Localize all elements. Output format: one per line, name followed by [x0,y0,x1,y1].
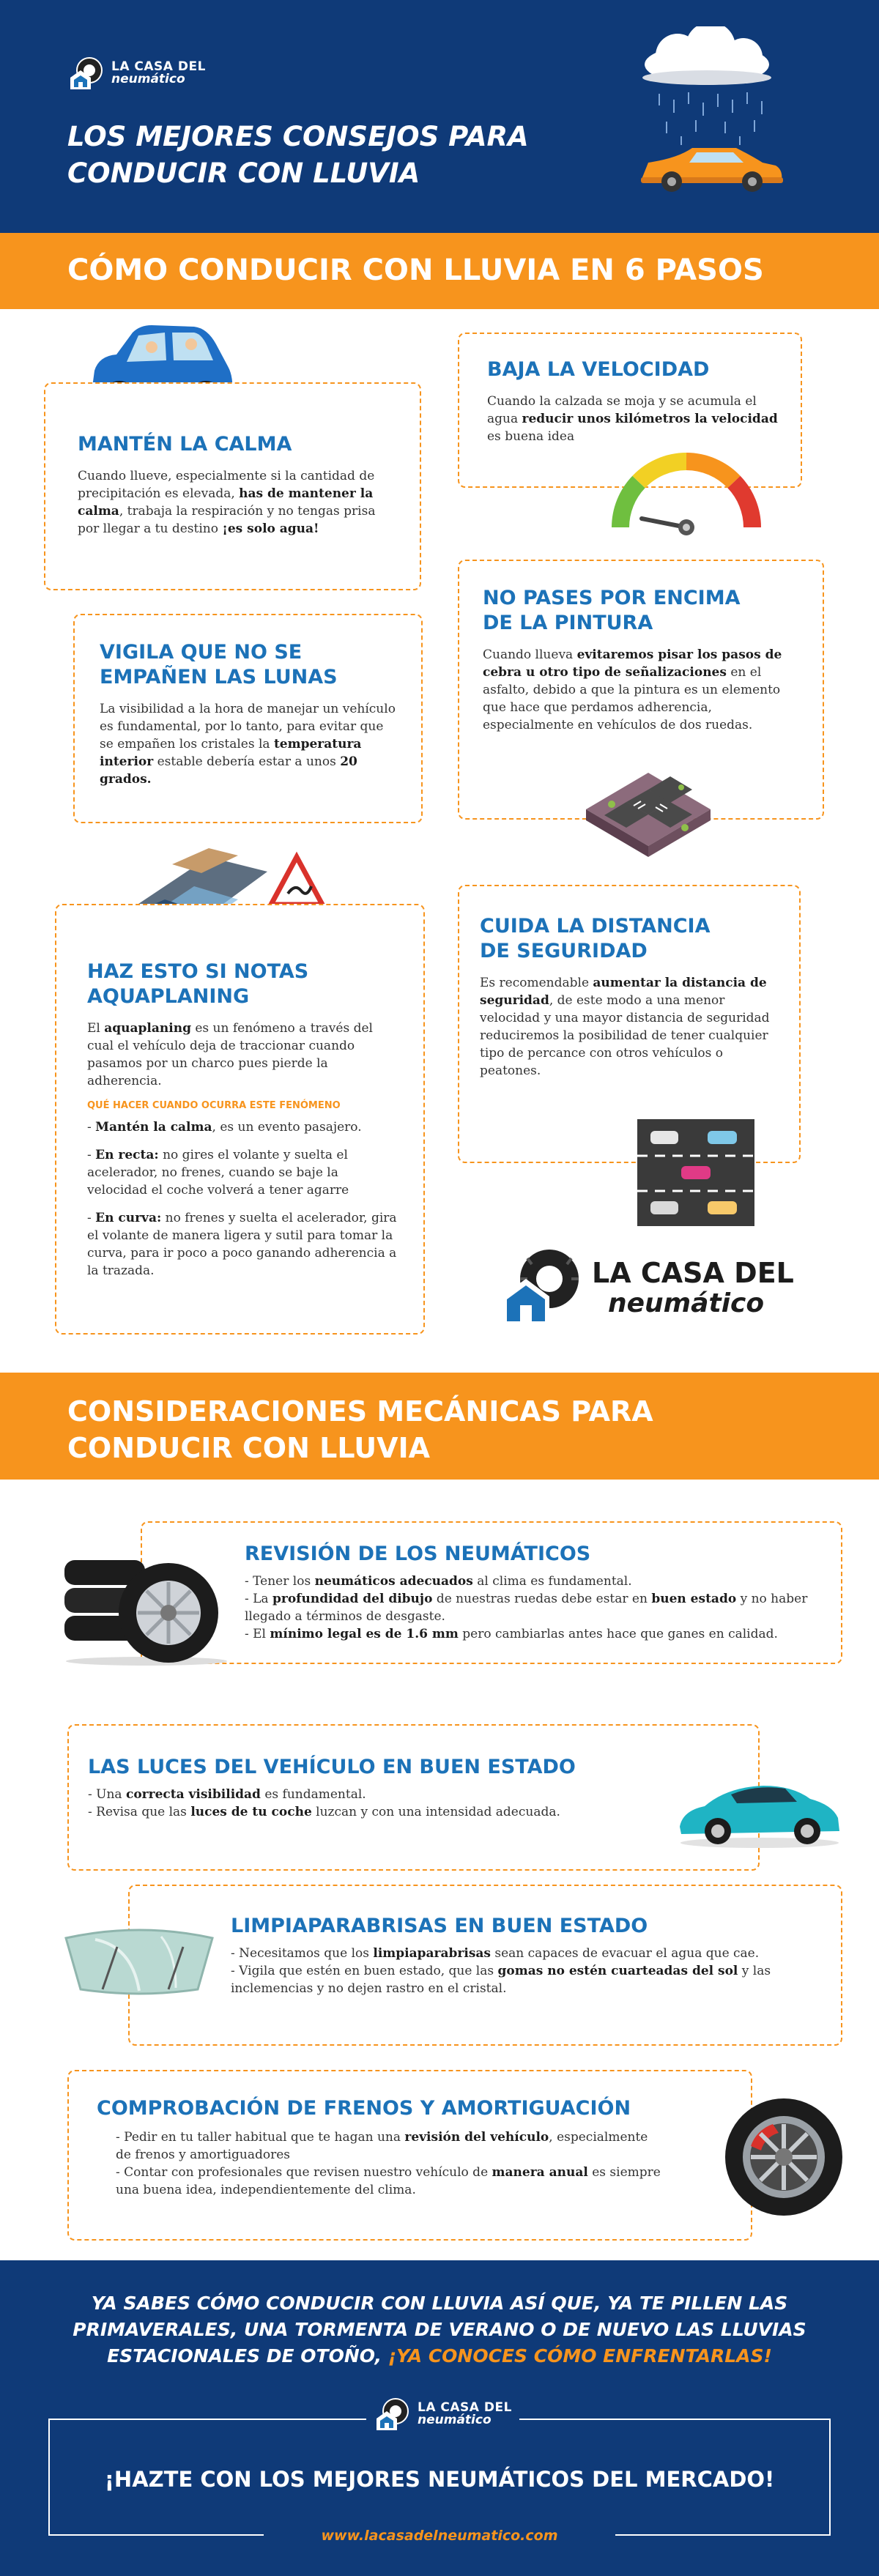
logo-name-line1: LA CASA DEL [592,1257,794,1289]
card-limpiaparabrisas [128,1885,842,2046]
list-item: - En recta: no gires el volante y suelta el acelerador, no frenes, cuando se baje la velocidad el coche volverá a tener agarre [87,1148,349,1198]
logo-tire-house-icon [374,2397,412,2432]
cloud-icon [642,26,771,85]
card-luces [67,1724,760,1871]
logo-name-line1: LA CASA DEL [418,2400,512,2415]
card-text: Es recomendable aumentar la distancia de seguridad, de este modo a una menor velocidad y una mayor distancia de seguridad reduciremos la posibilidad de tener cualquier tipo de percance con otros vehículos o peatones. [480,976,770,1078]
card-neumaticos [141,1521,842,1664]
card-title: REVISIÓN DE LOS NEUMÁTICOS [245,1543,591,1565]
card-title: LAS LUCES DEL VEHÍCULO EN BUEN ESTADO [88,1756,576,1778]
card-text: La visibilidad a la hora de manejar un vehículo es fundamental, por lo tanto, para evitar que se empañen los cristales la temperatura interior estable debería estar a unos 20 grados. [100,702,396,787]
logo-name-line2: neumático [418,2413,492,2427]
card-line: - Contar con profesionales que revisen nuestro vehículo de manera anual es siempre una buena idea, independientemente del clima. [116,2165,661,2197]
card-line: - El mínimo legal es de 1.6 mm pero cambiarlas antes hace que ganes en calidad. [245,1627,778,1641]
card-title: COMPROBACIÓN DE FRENOS Y AMORTIGUACIÓN [97,2097,631,2120]
card-title: HAZ ESTO SI NOTAS AQUAPLANING [87,960,309,1008]
section-header-mechanics [0,1373,879,1480]
list-item: - Mantén la calma, es un evento pasajero. [87,1120,362,1135]
rain-icon [659,92,762,145]
brand-logo[interactable] [67,56,206,91]
speedometer-icon [609,447,763,538]
sports-car-icon [675,1770,844,1850]
card-frenos [67,2070,752,2241]
card-title: MANTÉN LA CALMA [78,433,292,456]
brake-wheel-icon [722,2095,846,2219]
footer-cta: ¡HAZTE CON LOS MEJORES NEUMÁTICOS DEL MERCADO! [104,2467,775,2492]
brand-logo-large[interactable] [498,1244,813,1328]
card-text: Cuando llueve, especialmente si la cantidad de precipitación es elevada, has de mantener la calma, trabaja la respiración y no tengas prisa por llegar a tu destino ¡es solo agua! [78,469,376,536]
card-title: NO PASES POR ENCIMA DE LA PINTURA [483,587,741,634]
list-item: - En curva: no frenes y suelta el acelerador, gira el volante de manera ligera y sutil para tomar la curva, para ir poco a poco ganando adherencia a la trazada. [87,1211,397,1278]
card-title: VIGILA QUE NO SE EMPAÑEN LAS LUNAS [100,641,338,688]
road-traffic-icon [637,1119,754,1226]
card-text: Cuando la calzada se moja y se acumula el agua reducir unos kilómetros la velocidad es buena idea [487,394,778,444]
section-title-steps: CÓMO CONDUCIR CON LLUVIA EN 6 PASOS [67,253,764,287]
card-line: - Vigila que estén en buen estado, que las gomas no estén cuarteadas del sol y las inclemencias y no dejen rastro en el cristal. [231,1964,771,1996]
footer-logo[interactable] [366,2397,519,2432]
card-text: Cuando llueva evitaremos pisar los pasos de cebra u otro tipo de señalizaciones en el asfalto, debido a que la pintura es un elemento que hace que perdamos adherencia, especialmente en vehículos de dos ruedas. [483,647,782,732]
crosswalk-intersection-icon [582,769,714,864]
footer-message-line2: PRIMAVERALES, UNA TORMENTA DE VERANO O DE NUEVO LAS LLUVIAS [73,2319,806,2340]
aquaplaning-list [87,1118,401,1280]
card-line: - Pedir en tu taller habitual que te hagan una revisión del vehículo, especialmente de frenos y amortiguadores [116,2130,648,2162]
footer-message-line1: YA SABES CÓMO CONDUCIR CON LLUVIA ASÍ QUE, YA TE PILLEN LAS [91,2293,788,2314]
logo-name-line2: neumático [111,72,185,86]
page-title [67,119,639,192]
card-title: BAJA LA VELOCIDAD [487,358,710,381]
card-line: - Necesitamos que los limpiaparabrisas sean capaces de evacuar el agua que cae. [231,1946,760,1961]
card-line: - Tener los neumáticos adecuados al clima es fundamental. [245,1574,632,1589]
card-title: CUIDA LA DISTANCIA DE SEGURIDAD [480,915,711,962]
card-title: LIMPIAPARABRISAS EN BUEN ESTADO [231,1915,648,1937]
card-text: El aquaplaning es un fenómeno a través del cual el vehículo deja de traccionar cuando pasamos por un charco pues pierde la adherencia. [87,1021,373,1088]
card-line: - Una correcta visibilidad es fundamental. [88,1787,366,1802]
section-title-mechanics-line2: CONDUCIR CON LLUVIA [67,1432,431,1464]
tire-stack-icon [59,1545,231,1666]
card-line: - Revisa que las luces de tu coche luzcan y con una intensidad adecuada. [88,1805,560,1819]
logo-name-line2: neumático [608,1288,765,1318]
footer-highlight: ¡YA CONOCES CÓMO ENFRENTARLAS! [387,2345,772,2367]
logo-name-line1: LA CASA DEL [111,59,206,74]
page-title-line2: CONDUCIR CON LLUVIA [67,157,420,189]
logo-tire-house-icon [67,56,105,91]
page-title-line1: LOS MEJORES CONSEJOS PARA [67,121,529,152]
footer-message [44,2290,835,2369]
card-manten-calma [44,382,421,590]
footer-message-line3: ESTACIONALES DE OTOÑO, ¡YA CONOCES CÓMO ENFRENTARLAS! [107,2345,772,2367]
card-lunas [73,614,423,823]
car-icon [641,148,783,192]
rainy-car-illustration [626,26,795,202]
section-title-mechanics-line1: CONSIDERACIONES MECÁNICAS PARA [67,1395,653,1428]
windshield-icon [51,1918,227,2005]
section-header-steps [0,233,879,309]
card-line: - La profundidad del dibujo de nuestras ruedas debe estar en buen estado y no haber llegado a términos de desgaste. [245,1592,808,1624]
logo-tire-house-icon [498,1244,586,1328]
website-link[interactable]: www.lacasadelneumatico.com [264,2525,615,2547]
aquaplaning-subtitle: QUÉ HACER CUANDO OCURRA ESTE FENÓMENO [87,1100,341,1111]
card-aquaplaning [55,904,425,1335]
